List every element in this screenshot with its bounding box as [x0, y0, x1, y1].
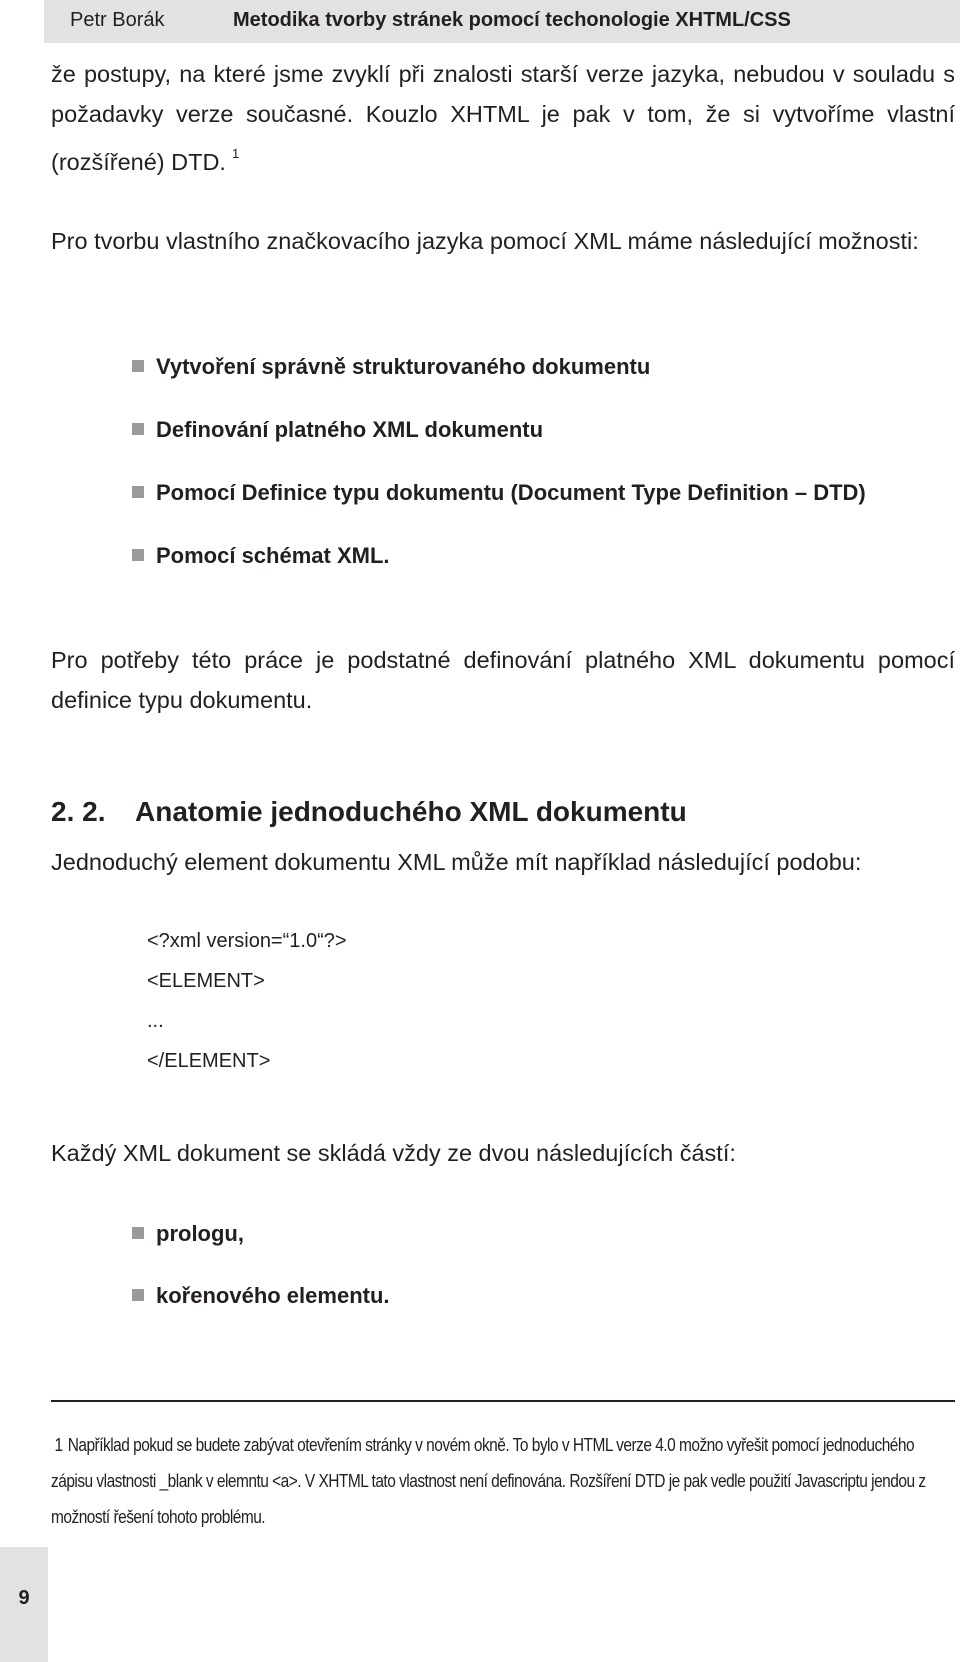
code-line: ... [147, 1010, 164, 1032]
code-line: <ELEMENT> [147, 970, 265, 992]
list-item-label: Definování platného XML dokumentu [156, 417, 544, 442]
footnote-number: 1 [54, 1435, 63, 1455]
list-item [132, 478, 866, 541]
list-item-label: kořenového elementu. [156, 1283, 390, 1308]
list-item [132, 352, 866, 415]
code-line: <?xml version=“1.0“?> [147, 930, 347, 952]
paragraph-dtd-intro-text: že postupy, na které jsme zvyklí při znalosti starší verze jazyka, nebudou v souladu s požadavky verze současné. Kouzlo XHTML je pak v tom, že si vytvoříme vlastní (rozšířené) DTD. [51, 61, 955, 175]
paragraph-document-parts: Každý XML dokument se skládá vždy ze dvou následujících částí: [51, 1140, 736, 1166]
list-item-label: prologu, [156, 1221, 244, 1246]
footnote-reference[interactable]: 1 [231, 146, 240, 161]
paragraph-dtd-intro [51, 54, 955, 182]
list-item-label: Pomocí Definice typu dokumentu (Document Type Definition – DTD) [156, 480, 866, 505]
square-bullet-icon [132, 486, 144, 498]
paragraph-options-intro: Pro tvorbu vlastního značkovacího jazyka pomocí XML máme následující možnosti: [51, 228, 919, 254]
paragraph-purpose: Pro potřeby této práce je podstatné definování platného XML dokumentu pomocí definice typu dokumentu. [51, 647, 955, 713]
section-heading [51, 796, 687, 828]
page-number: 9 [18, 1587, 30, 1609]
header-title: Metodika tvorby stránek pomocí techonologie XHTML/CSS [233, 9, 791, 31]
footnote [51, 1427, 954, 1535]
section-number: 2. 2. [51, 796, 106, 828]
page-number-tab [0, 1547, 48, 1662]
code-example [147, 921, 347, 1081]
list-item [132, 541, 866, 604]
footnote-divider [51, 1400, 955, 1402]
square-bullet-icon [132, 1289, 144, 1301]
list-item [132, 1219, 390, 1281]
footnote-text: Například pokud se budete zabývat otevřením stránky v novém okně. To bylo v HTML verze 4.0 možno vyřešit pomocí jednoduchého zápisu vlastnosti _blank v elemntu <a>. V XHTML tato vlastnost není definována. Rozšíření DTD je pak vedle použití Javascriptu jendou z možností řešení tohoto problému. [51, 1435, 926, 1527]
list-item [132, 1281, 390, 1343]
section-title: Anatomie jednoduchého XML dokumentu [135, 796, 687, 828]
options-list [132, 352, 866, 604]
list-item-label: Pomocí schémat XML. [156, 543, 390, 568]
parts-list [132, 1219, 390, 1343]
running-header [44, 0, 960, 43]
paragraph-element-example: Jednoduchý element dokumentu XML může mít například následující podobu: [51, 849, 862, 875]
square-bullet-icon [132, 360, 144, 372]
code-line: </ELEMENT> [147, 1050, 271, 1072]
square-bullet-icon [132, 423, 144, 435]
list-item-label: Vytvoření správně strukturovaného dokumentu [156, 354, 651, 379]
list-item [132, 415, 866, 478]
square-bullet-icon [132, 549, 144, 561]
square-bullet-icon [132, 1227, 144, 1239]
header-author: Petr Borák [70, 9, 165, 31]
